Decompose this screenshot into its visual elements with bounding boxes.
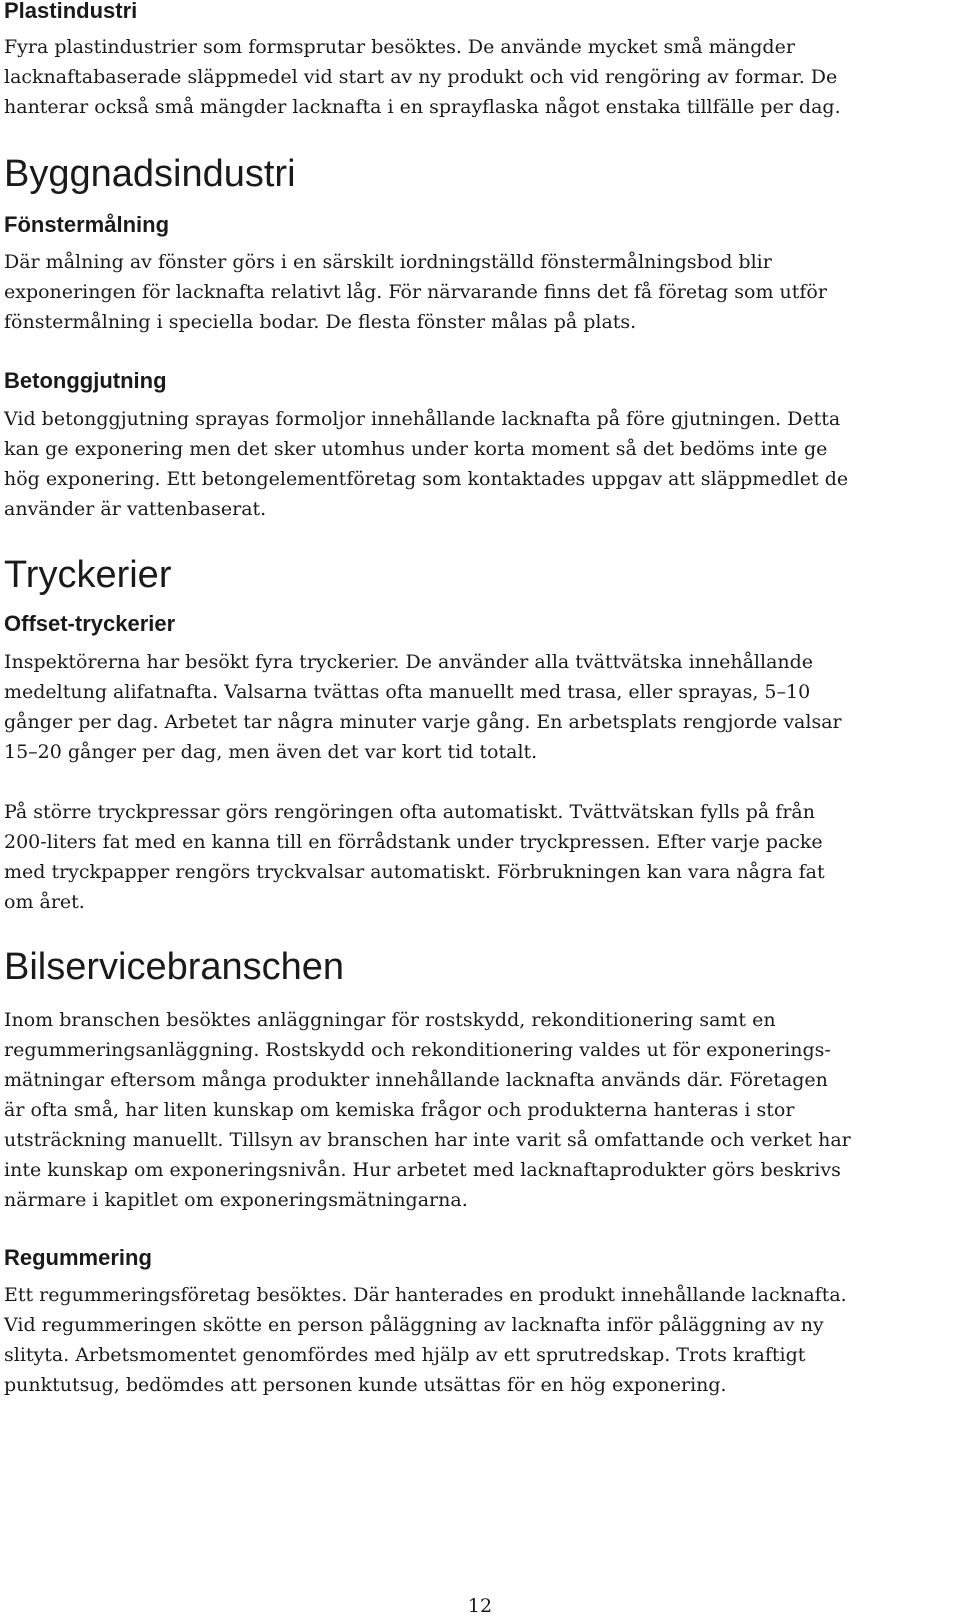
- paragraph-fonstermalning: [4, 247, 954, 337]
- paragraph-betonggjutning: [4, 404, 954, 524]
- heading-bilservicebranschen: Bilservicebranschen: [4, 946, 345, 988]
- paragraph-bilservice: [4, 1005, 954, 1215]
- text-line: lacknaftabaserade släppmedel vid start av ny produkt och vid rengöring av formar. De: [4, 66, 838, 88]
- text-line: är ofta små, har liten kunskap om kemiska frågor och produkterna hanteras i stor: [4, 1099, 795, 1121]
- text-line: Fyra plastindustrier som formsprutar besöktes. De använde mycket små mängder: [4, 36, 795, 58]
- text-line: 200-liters fat med en kanna till en förrådstank under tryckpressen. Efter varje packe: [4, 831, 823, 853]
- text-line: kan ge exponering men det sker utomhus under korta moment så det bedöms inte ge: [4, 438, 828, 460]
- text-line: använder är vattenbaserat.: [4, 498, 267, 520]
- heading-regummering: Regummering: [4, 1245, 152, 1270]
- text-line: utsträckning manuellt. Tillsyn av branschen har inte varit så omfattande och verket har: [4, 1129, 851, 1151]
- text-line: Vid regummeringen skötte en person påläggning av lacknafta inför påläggning av ny: [4, 1314, 824, 1336]
- text-line: fönstermålning i speciella bodar. De flesta fönster målas på plats.: [4, 311, 637, 333]
- text-line: Där målning av fönster görs i en särskilt iordningställd fönstermålningsbod blir: [4, 251, 772, 273]
- text-line: Vid betonggjutning sprayas formoljor innehållande lacknafta på före gjutningen. Detta: [4, 408, 841, 430]
- text-line: med tryckpapper rengörs tryckvalsar automatiskt. Förbrukningen kan vara några fat: [4, 861, 825, 883]
- text-line: 15–20 gånger per dag, men även det var kort tid totalt.: [4, 741, 538, 763]
- text-line: inte kunskap om exponeringsnivån. Hur arbetet med lacknaftaprodukter görs beskrivs: [4, 1159, 841, 1181]
- heading-tryckerier: Tryckerier: [4, 554, 172, 596]
- heading-plastindustri: Plastindustri: [4, 0, 138, 23]
- text-line: närmare i kapitlet om exponeringsmätningarna.: [4, 1189, 468, 1211]
- text-line: regummeringsanläggning. Rostskydd och rekonditionering valdes ut för exponerings-: [4, 1039, 831, 1061]
- page-number: 12: [467, 1595, 493, 1617]
- text-line: medeltung alifatnafta. Valsarna tvättas ofta manuellt med trasa, eller sprayas, 5–10: [4, 681, 811, 703]
- paragraph-offset-1: [4, 647, 954, 767]
- paragraph-offset-2: [4, 797, 954, 917]
- text-line: slityta. Arbetsmomentet genomfördes med hjälp av ett sprutredskap. Trots kraftigt: [4, 1344, 806, 1366]
- text-line: På större tryckpressar görs rengöringen ofta automatiskt. Tvättvätskan fylls på från: [4, 801, 815, 823]
- text-line: om året.: [4, 891, 85, 913]
- text-line: Inom branschen besöktes anläggningar för rostskydd, rekonditionering samt en: [4, 1009, 776, 1031]
- text-line: mätningar eftersom många produkter innehållande lacknafta används där. Företagen: [4, 1069, 828, 1091]
- text-line: Ett regummeringsföretag besöktes. Där hanterades en produkt innehållande lacknafta.: [4, 1284, 847, 1306]
- paragraph-regummering: [4, 1280, 954, 1400]
- text-line: hanterar också små mängder lacknafta i en sprayflaska något enstaka tillfälle per dag.: [4, 96, 841, 118]
- text-line: exponeringen för lacknafta relativt låg. För närvarande finns det få företag som utför: [4, 281, 827, 303]
- text-line: punktutsug, bedömdes att personen kunde utsättas för en hög exponering.: [4, 1374, 727, 1396]
- paragraph-plastindustri: [4, 32, 954, 122]
- text-line: hög exponering. Ett betongelementföretag som kontaktades uppgav att släppmedlet de: [4, 468, 849, 490]
- text-line: Inspektörerna har besökt fyra tryckerier. De använder alla tvättvätska innehållande: [4, 651, 814, 673]
- text-line: gånger per dag. Arbetet tar några minuter varje gång. En arbetsplats rengjorde valsar: [4, 711, 842, 733]
- heading-offset-tryckerier: Offset-tryckerier: [4, 611, 176, 636]
- heading-betonggjutning: Betonggjutning: [4, 368, 167, 393]
- heading-byggnadsindustri: Byggnadsindustri: [4, 153, 296, 195]
- heading-fonstermalning: Fönstermålning: [4, 212, 170, 237]
